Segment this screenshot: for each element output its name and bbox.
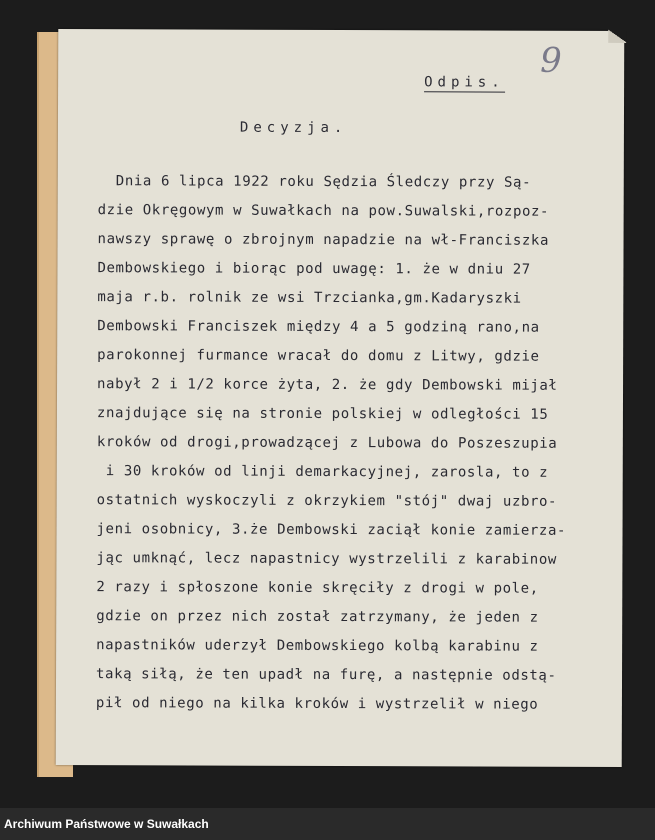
text-line: dzie Okręgowym w Suwałkach na pow.Suwalski,rozpoz- [97, 202, 550, 220]
page-corner-fold [608, 29, 626, 43]
text-line: gdzie on przez nich został zatrzymany, że jeden z [96, 608, 539, 626]
text-line: maja r.b. rolnik ze wsi Trzcianka,gm.Kadaryszki [97, 289, 522, 307]
text-line: jeni osobnicy, 3.że Dembowski zaciął konie zamierza- [96, 521, 567, 539]
text-line: jąc umknąć, lecz napastnicy wystrzelili z karabinow [96, 550, 557, 568]
text-line: 2 razy i spłoszone konie skręciły z drogi w pole, [96, 579, 539, 597]
text-line: ostatnich wyskoczyli z okrzykiem "stój" dwaj uzbro- [96, 492, 558, 510]
text-line: Dnia 6 lipca 1922 roku Sędzia Śledczy przy Są- [97, 173, 532, 191]
folio-number: 9 [540, 40, 562, 81]
text-line: napastników uderzył Dembowskiego kolbą karabinu z [96, 637, 539, 655]
text-line: parokonnej furmance wracał do domu z Litwy, gdzie [97, 347, 540, 365]
text-line: nabył 2 i 1/2 korce żyta, 2. że gdy Dembowski mijał [97, 376, 558, 394]
document-heading: Odpis. [424, 74, 505, 91]
document-title: Decyzja. [239, 119, 348, 137]
text-line: nawszy sprawę o zbrojnym napadzie na wł-Franciszka [97, 231, 550, 249]
text-line: Dembowskiego i biorąc pod uwagę: 1. że w dniu 27 [97, 260, 531, 278]
text-line: taką siłą, że ten upadł na furę, a następnie odstą- [96, 666, 557, 684]
archive-label: Archiwum Państwowe w Suwałkach [4, 817, 209, 831]
document-body [96, 167, 618, 720]
archive-footer [0, 808, 655, 840]
document-page [56, 29, 625, 767]
text-line: znajdujące się na stronie polskiej w odległości 15 [96, 405, 549, 423]
text-line: pił od niego na kilka kroków i wystrzelił w niego [95, 695, 539, 713]
text-line: kroków od drogi,prowadzącej z Lubowa do Poszeszupia [96, 434, 558, 452]
text-line: i 30 kroków od linji demarkacyjnej, zarosla, to z [96, 463, 549, 481]
text-line: Dembowski Franciszek między 4 a 5 godziną rano,na [97, 318, 540, 336]
